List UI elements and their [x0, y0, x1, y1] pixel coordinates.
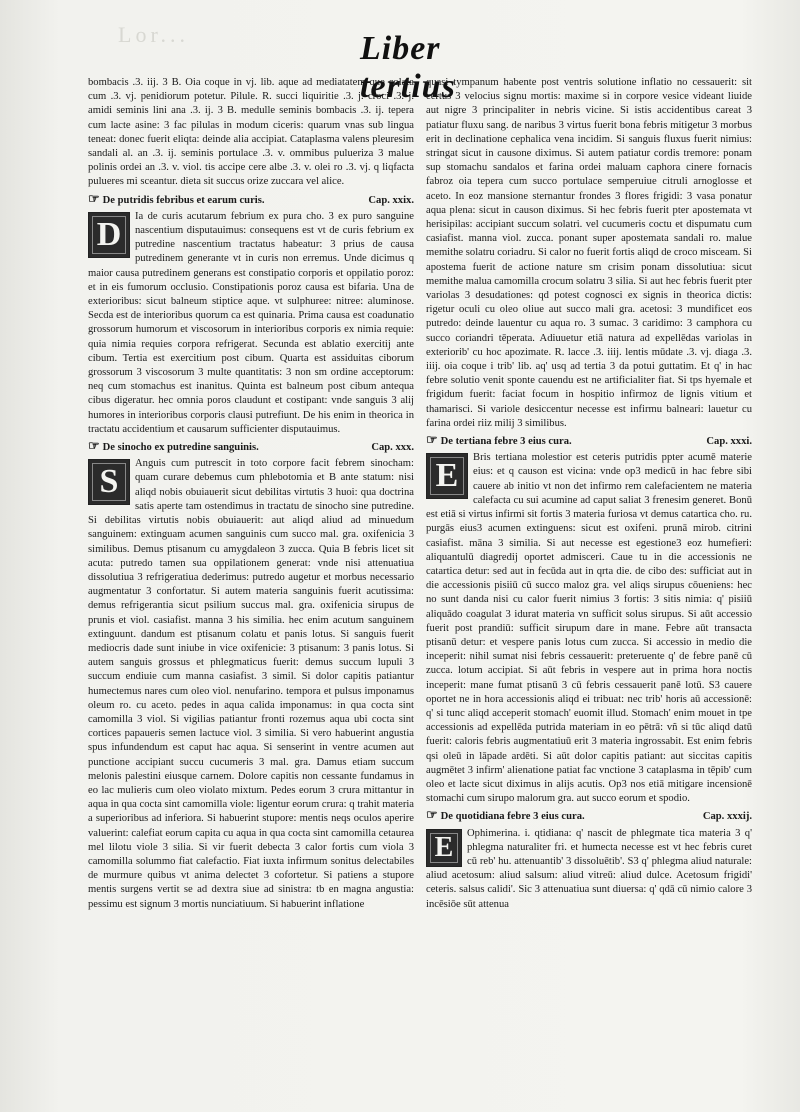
running-header: Liber tertius	[360, 30, 456, 105]
paragraph-text: bombacis .3. iij. 3 B. Oia coque in vj. lib. aque ad mediatatem que colata cum .3. vj. penidiorum potetur. Pilule. R. succi liquiritie .3. j. croci .3. j. amidi seminis lini ana .3. ij. 3 B. medulle seminis bombacis .3. ij. tepera cum lacte asine: 3 fac pilulas in modum ciceris: quarum vnas sub lingua teneat: donec fuerit eliqta: deinde alia accipiat. Cataplasma valens pleuresim sandali al. an .3. ij. seminis portulace .3. v. ommibus pulueriza 3 malue polinis ordei an .3. v. viol. tis accipe cere albe .3. v. olei ro .3. vj. q liqfacta pulueres mi sceantur. dieta sit succus orize zuccara vel alice.	[88, 77, 414, 188]
paragraph	[88, 457, 414, 912]
right-column	[426, 76, 752, 912]
paragraph-text: quasi tympanum habente post ventris solutione inflatio no cessauerit: sit certus 3 velocius signu mortis: maxime si in corpore vesice videant liuide aut nigre 3 principaliter in nebris vicine. Si istis accidentibus careat 3 patiatur fluxu sang. de naribus 3 virtus fuerit bona febris mitigetur 3 morbus erit in declinatione cephalica vena incidim. Si sanguis fluxus fuerit nimius: stringat sicut in causone diximus. Si autem patiatur cordis tremore: ponam sup stomachu sandalos et farina ordei maluam caphora cinere fornacis fabroz oia tepera cum succo portulace semperuiue citruli arnoglosse et aceto. In eoz mansione sternantur frondes 3 flores frigidi: 3 vasa ponatur aqua plena: sicut in causon diximus. Si hec febris fuerit pter apostemata vt herisipilas: accipiant succum solatri. vel cucumeris coctu et dispumatu cum casiafist. manna viol. zucca. ponant super apostemata sandali ro. malue memithe solatru coriadru. Si calor no fuerit fortis aliqd de croco misceam. Si apostema fuerit de actione nature sm crisim ponam dissolutiua: sicut memithe malua camomilla crocum solatru 3 silia. Si aut hec febris fuerit pter variolas 3 desudationes: qd potest cognosci ex signis in theorica dictis: rigetur oculi cu oleo oliue aut succo mali gra. acetosi: 3 mundificet eos putredo: deinde lauentur cu aqua ro. 3 sumac. 3 caridimo: 3 camphora cu succo coriandri tēperata. Adiuuetur etiā natura ad expellēdas variolas in exteriorib' cu hoc apozimate. R. lacce .3. iiij. lentis mūdate .3. vj. diaga .3. iiij. oia coque i trib' lib. aq' usq ad tertia 3 da potui guttatim. Et q' in hac febre solutio venit sponte cauendu est ne artificialiter fiat. Si tps hyemale et frigidum fuerit: faciat focum in hospitio infirmoz de lignis vitium et thamarisci. Si variole desiccentur necesse est infirmu balneari: lauetur cu farina ordei riiz milij 3 similibus.	[426, 77, 752, 429]
chapter-number: Cap. xxxi.	[706, 436, 752, 448]
chapter-number: Cap. xxix.	[368, 194, 414, 206]
paragraph	[426, 76, 752, 431]
pointing-hand-icon: ☞	[88, 190, 100, 206]
decorated-initial: S	[88, 459, 130, 505]
chapter-title: De quotidiana febre 3 eius cura.	[440, 811, 585, 823]
paragraph-text: Bris tertiana molestior est ceteris putridis ppter acumē materie eius: et q causon est vicina: vnde op3 medicū in hac febre sibi cauere ab initio vt non det infirmo rem calefacientem ne materia calefacta cu sui acumine ad caput saliat 3 frenesim generet. Bonū est etiā si virtus infirmi sit fortis 3 materia furiosa vt demus catartica cho. ru. purgās eius3 acumen extinguens: sicut est oxifeni. prunā mirob. citrini casiafist. māna 3 similia. Si aut necesse est egestione3 eoz humefieri: aliquantulū diagredij oportet admisceri. Caue tu in die accessionis ne catartica detur: sed aut in fecūda aut in qrta die. de cibo des: sufficiat aut in die accessionis pisiiū cū succo maloz gra. vel aliqs sirupus cōueniens: hec no sunt danda nisi cu calor fuerit nimius 3 fortis: 3 sitis nimia: q' pisiiū aliquādo coagulat 3 idurat materia vn sufficit solus sirupus. Si aūt accessio fuerit post prandiū: sufficit sirupum dare in mane. Febre aūt transacta ptisanū detur: et vespere panis lotus cum zucca. Si accessio in medio die inceperit: nihil sumat nisi febris cessauerit: preteruente q' de febre panē cū zucca. lotum accipiat. Si aūt febris in vespere aut in prima hora noctis inceperit: mane fumat ptisanū 3 cū febris cessauerit panē lotū. S3 cauere oportet ne in hora accessionis aliqd ei tribuat: nec trib' horis aū accessionē: q' si tunc aliqd acceperit stomach' euomit illud. Stomach' enim mouet in tpe accessionis ad expellēda putrida materiam in eo pētrā: vñ si tūc aliqd datū fuerit: caloris febris augmentatiuū erit 3 materia ingrossabit. Est enim febris qsi oleū in lāpade ardēti. Si aūt dolor capitis patiant: aut siccitas capitis augmētet 3 infirm' alienatione patiat fac vnctione 3 cataplasma in tēpib' cum oleo et lacte sicut diximus in alijs acutis. Op3 nos etiā mitigare incensionē stomachi cum sirupo malorum gra. aut succo eorum et spodio.	[426, 452, 752, 805]
chapter-title: De putridis febribus et earum curis.	[102, 194, 265, 206]
chapter-heading	[426, 808, 752, 824]
paragraph-text: Ophimerina. i. qtidiana: q' nascit de phlegmate tica materia 3 q' phlegma naturaliter fri. et humecta necesse est vt hec febris curet cū reb' hu. attenuantib' 3 dissoluētib'. S3 q' phlegma aliud naturale: aliud acetosum: aliud salsum: aliud vitreū: aliud dulce. Acetosum frigidi' ceteris. salsus calidi'. Sic 3 attenuatiua sunt diuersa: q' qdā cū nimio calore 3 incēsiōe sūt attenua	[426, 827, 752, 910]
chapter-number: Cap. xxx.	[371, 442, 414, 454]
chapter-title: De tertiana febre 3 eius cura.	[440, 436, 572, 448]
paragraph	[426, 827, 752, 912]
chapter-heading	[88, 192, 414, 208]
left-column	[88, 76, 414, 912]
paragraph	[88, 76, 414, 190]
paragraph-text: Anguis cum putrescit in toto corpore facit febrem sinocham: quam curare debemus cum phlebotomia et B ante statum: nisi aliqd nobis obuiauerit sicut debilitas virtutis 3 huoi: qua doctrina satis aperte tam ostendimus in tractatu de sinocho sine putredine. Si debilitas virtutis nobis obuiauerit: aut aliqd aliud ad minuedum sanguinem: extinguam acumen sanguinis cum succo mal. gra. oxifenicia 3 similibus. Demus ptisanum cu amygdaleon 3 zucca. Quia B febris licet sit acuta: putredo tamen sua oppilationem generat: vnde nisi attenuatiua dissolutiua 3 refrigeratiua dederimus: putredo augetur et morbus necessario augmentatur 3 confortatur. Si autem materia sanguinis fuerit acutissima: demus refrigerantia sicut psilium succus mal. gra. oxifenicia sirupus de prunis et viol. casiafist. manna 3 his similia. hec enim acutum sanguinem extinguunt. dandum est ptisanum colatu et panis lotus. Si sanguis fuerit mediocris dade sunt iniube in vice oxifenicie: 3 ptisanum: 3 panis lotus. Si autem sanguis grossus et phlegmaticus fuerit: demus succum lupuli 3 succum endiuie cum manna casiafist. 3 simil. Si dolor capitis patiantur humectemus nares cum oleo viol. nenufarino. tempora et pulsus imponamus oleum ro. cu aceto. pedes in aqua calida imponamus: in qua cocta sint camomilla 3 viol. Si vigilias patiantur fronti rozemus aqua ubi cocta sint cortices papaueris semen lactuce viol. 3 similia. Si vero habuerint angustia spus infundendum est caput hac aqua. Si senserint in ventre acumen aut punctione accipiant succu cucumeris 3 mal. gra. Damus etiam succum melonis palestini eiusque carnem. Dolore capitis non cessante fundamus in eo lac mulieris cum oleo violato mixtum. Pedes eorum 3 crura mittantur in aqua in qua cocta sint camomilla viole: ligentur eorum crura: q trahit materia a superioribus ad inferiora. Si habuerint stupore: mentis neqs oculos aperire valuerint: calefiat eorum capita cu aqua in qua cocta sint camomilla cetaurea mel lilotu viole 3 silia. Si vir fuerit debecta 3 calor fortis cum viola 3 camomilla solummo fiat calefactio. Fiat iuxta infirmum sonitus delectabiles de murmure quibus vt anima delectet 3 cofortetur. Si patiens a stupore mentis surgens vertit se ad dextra siue ad sinistra: tb en magna angustia: pessimu est signum 3 mortis nunciatiuum. Si habuerint inflatione	[88, 458, 414, 910]
decorated-initial: D	[88, 212, 130, 258]
pointing-hand-icon: ☞	[426, 807, 438, 823]
decorated-initial: E	[426, 453, 468, 499]
paragraph	[426, 451, 752, 806]
pointing-hand-icon: ☞	[426, 432, 438, 448]
chapter-number: Cap. xxxij.	[702, 811, 752, 823]
chapter-heading	[88, 439, 414, 455]
paragraph	[88, 210, 414, 437]
decorated-initial: E	[426, 829, 462, 867]
bleed-through-text: Lor...	[118, 22, 190, 47]
paragraph-text: Ia de curis acutarum febrium ex pura cho. 3 ex puro sanguine nascentium disputauimus: consequens est vt de curis febrium ex putredine nascentium tractatus habeatur: 3 prius de causa putredinem generante vt in curis non erremus. Unde dicimus q maior causa putredinem generans est constipatio corporis et oppilatio poroz: et in eis fumorum occlusio. Constipationis poroz causa est bifaria. Una de exterioribus: sicut balneum stiptice aque. vt sulphuree: nitree: aluminose. Secda est de interioribus quorum ca est quinaria. Prima causa est coadunatio grossorum humorum et viscosorum in interioribus corporis ex nimia requie: quia nimia requies corpora refrigerat. Secunda est ablatio exercitij ante cibum. Tertia est exercitium post cibum. Quarta est assiduitas ciborum grossorum 3 viscosorum 3 multe quantitatis: 3 non sm ordine acceptorum: neq cum stomachus est inanitus. Quinta est balneum post cibum antequa cibus digeratur. hec omnia poros claudunt et costipant: vnde sanguis 3 alij humores in interioribus corporis clausi putrefiunt. De his enim in theorica in tractatu accidentium et causarum sufficienter disputauimus.	[88, 210, 414, 435]
chapter-title: De sinocho ex putredine sanguinis.	[102, 442, 259, 454]
chapter-heading	[426, 433, 752, 449]
pointing-hand-icon: ☞	[88, 438, 100, 454]
